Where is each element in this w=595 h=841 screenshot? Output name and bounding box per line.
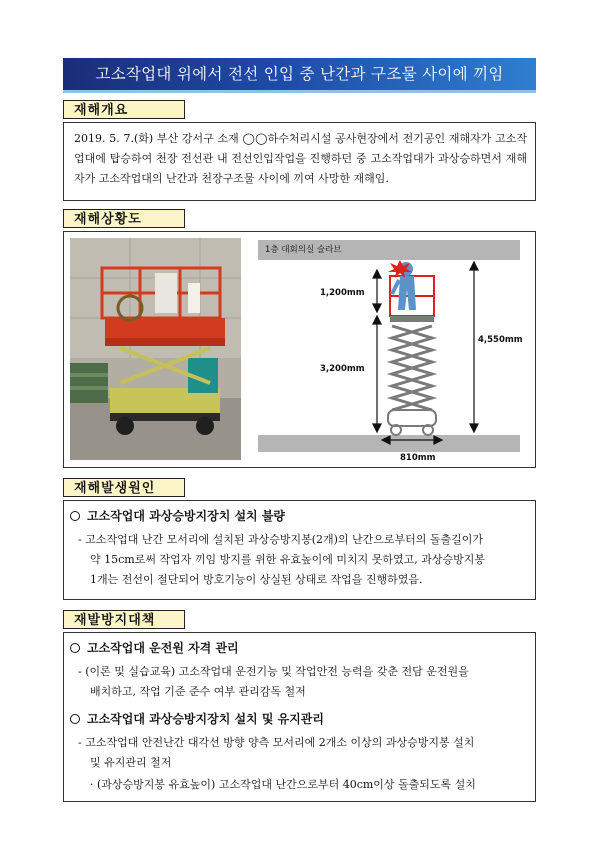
situation-box: [63, 231, 536, 468]
dimension-top: 1,200mm: [320, 288, 365, 298]
slab-label: 1층 대회의실 슬라브: [265, 245, 342, 255]
accident-site-photo: [70, 238, 241, 460]
cause-item-title: 고소작업대 과상승방지장치 설치 불량: [70, 507, 285, 524]
dimension-width: 810mm: [400, 453, 436, 463]
cause-box: [63, 500, 536, 600]
section-label-overview: 재해개요: [63, 100, 185, 119]
dimension-total: 4,550mm: [478, 335, 523, 345]
prevention-item1-line-1: - (이론 및 실습교육) 고소작업대 운전기능 및 작업안전 능력을 갖춘 전담 운전원을: [78, 665, 469, 678]
cause-text-line-2: 약 15cm로써 작업자 끼임 방지를 위한 유효높이에 미치지 못하였고, 과상승방지봉: [90, 553, 485, 566]
dimension-mid: 3,200mm: [320, 364, 365, 374]
accident-diagram: [254, 238, 530, 463]
section-label-cause: 재해발생원인: [63, 478, 185, 497]
overview-box: [63, 122, 536, 201]
section-label-prevention: 재발방지대책: [63, 610, 185, 629]
prevention-item1-line-2: 배치하고, 작업 기준 준수 여부 관리감독 철저: [90, 685, 306, 698]
prevention-item1-title: 고소작업대 운전원 자격 관리: [70, 639, 239, 656]
prevention-item2-line-2: 및 유지관리 철저: [90, 756, 172, 769]
cause-text-line-1: - 고소작업대 난간 모서리에 설치된 과상승방지봉(2개)의 난간으로부터의 돌출길이가: [78, 533, 484, 546]
overview-text: 2019. 5. 7.(화) 부산 강서구 소재 ◯◯하수처리시설 공사현장에서 전기공인 재해자가 고소작업대에 탑승하여 천장 전선관 내 전선인입작업을 진행하던 중 고소작업대가 과상승하면서 재해자가 고소작업대의 난간과 천장구조물 사이에 끼여 사망한 재해임.: [74, 132, 527, 185]
prevention-box: [63, 632, 536, 802]
section-label-situation: 재해상황도: [63, 209, 185, 228]
prevention-item2-title: 고소작업대 과상승방지장치 설치 및 유지관리: [70, 710, 324, 727]
bullet-circle-icon: [70, 511, 80, 521]
cause-text-line-3: 1개는 전선이 절단되어 방호기능이 상실된 상태로 작업을 진행하였음.: [90, 573, 423, 586]
page-title: 고소작업대 위에서 전선 인입 중 난간과 구조물 사이에 끼임: [63, 58, 536, 93]
bullet-circle-icon: [70, 643, 80, 653]
prevention-item2-line-3: · (과상승방지봉 유효높이) 고소작업대 난간으로부터 40cm이상 돌출되도록 설치: [90, 778, 476, 791]
prevention-item2-line-1: - 고소작업대 안전난간 대각선 방향 양측 모서리에 2개소 이상의 과상승방지봉 설치: [78, 736, 475, 749]
bullet-circle-icon: [70, 714, 80, 724]
